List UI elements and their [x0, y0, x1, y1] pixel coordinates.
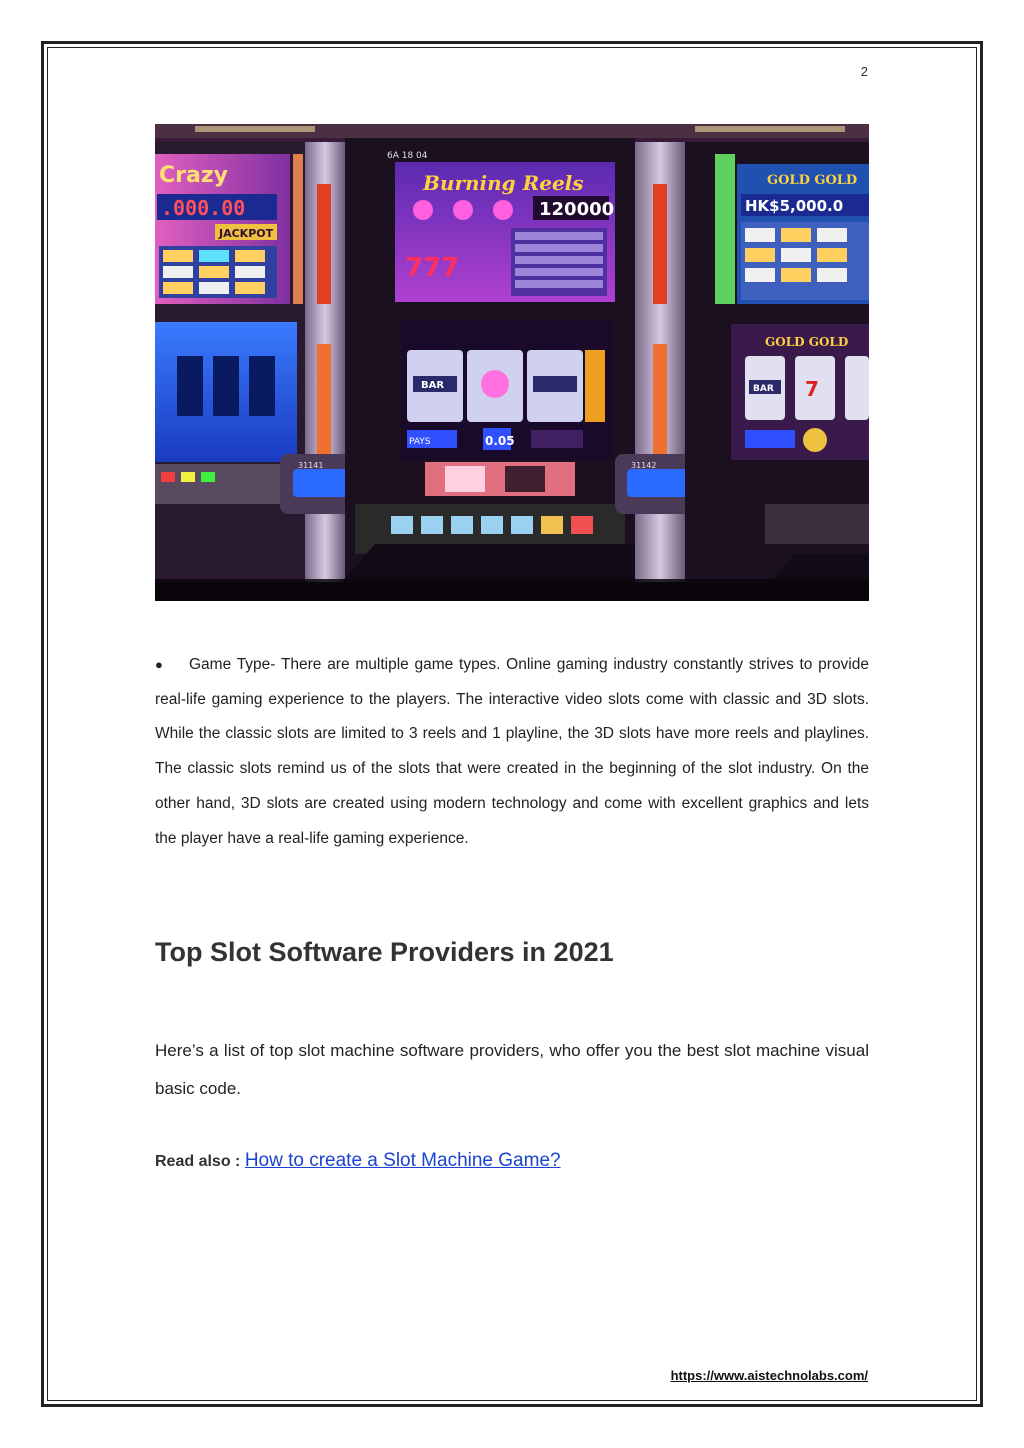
providers-intro: Here’s a list of top slot machine software providers, who offer you the best slot machine visual basic code. — [155, 1041, 869, 1098]
svg-text:7: 7 — [805, 377, 819, 401]
read-also-label: Read also : — [155, 1153, 245, 1170]
center-bet: 0.05 — [485, 434, 515, 448]
page-number: 2 — [860, 64, 868, 79]
bullet-point: ● — [155, 657, 163, 672]
machine-id-0: 6A 18 04 — [387, 151, 428, 161]
center-screen-777: 777 — [405, 253, 460, 283]
left-screen-title: Crazy — [159, 163, 228, 188]
game-type-text: Game Type- There are multiple game types. Online gaming industry constantly strives to provide real-life gaming experience to the players. The interactive video slots come with classic and 3D slots. While the classic slots are limited to 3 reels and 1 playline, the 3D slots have more reels and playlines. The classic slots remind us of the slots that were created in the beginning of the slot industry. On the other hand, 3D slots are created using modern technology and come with excellent graphics and lets the player have a real-life gaming experience. — [155, 656, 869, 847]
right-screen-amount: HK$5,000.0 — [745, 197, 844, 215]
center-screen-value: 120000 — [539, 199, 615, 220]
svg-text:GOLD GOLD: GOLD GOLD — [765, 335, 849, 349]
right-screen-title: GOLD GOLD — [767, 173, 858, 188]
slot-machine-game-link[interactable]: How to create a Slot Machine Game? — [244, 1150, 561, 1171]
center-screen-title: Burning Reels — [423, 171, 584, 195]
left-screen-jackpot: JACKPOT — [219, 227, 274, 240]
footer-url-link[interactable]: https://www.aistechnolabs.com/ — [670, 1368, 868, 1383]
left-screen-amount: .000.00 — [161, 196, 246, 220]
read-also-line — [155, 1150, 561, 1172]
slot-machines-photo — [155, 124, 869, 601]
machine-id-2: 31142 — [631, 461, 657, 470]
svg-text:PAYS: PAYS — [409, 437, 431, 447]
section-heading: Top Slot Software Providers in 2021 — [155, 937, 614, 967]
center-reel-bar: BAR — [421, 380, 445, 391]
machine-id-1: 31141 — [298, 461, 324, 470]
right-reel-bar: BAR — [753, 384, 774, 394]
game-type-paragraph — [155, 648, 869, 856]
